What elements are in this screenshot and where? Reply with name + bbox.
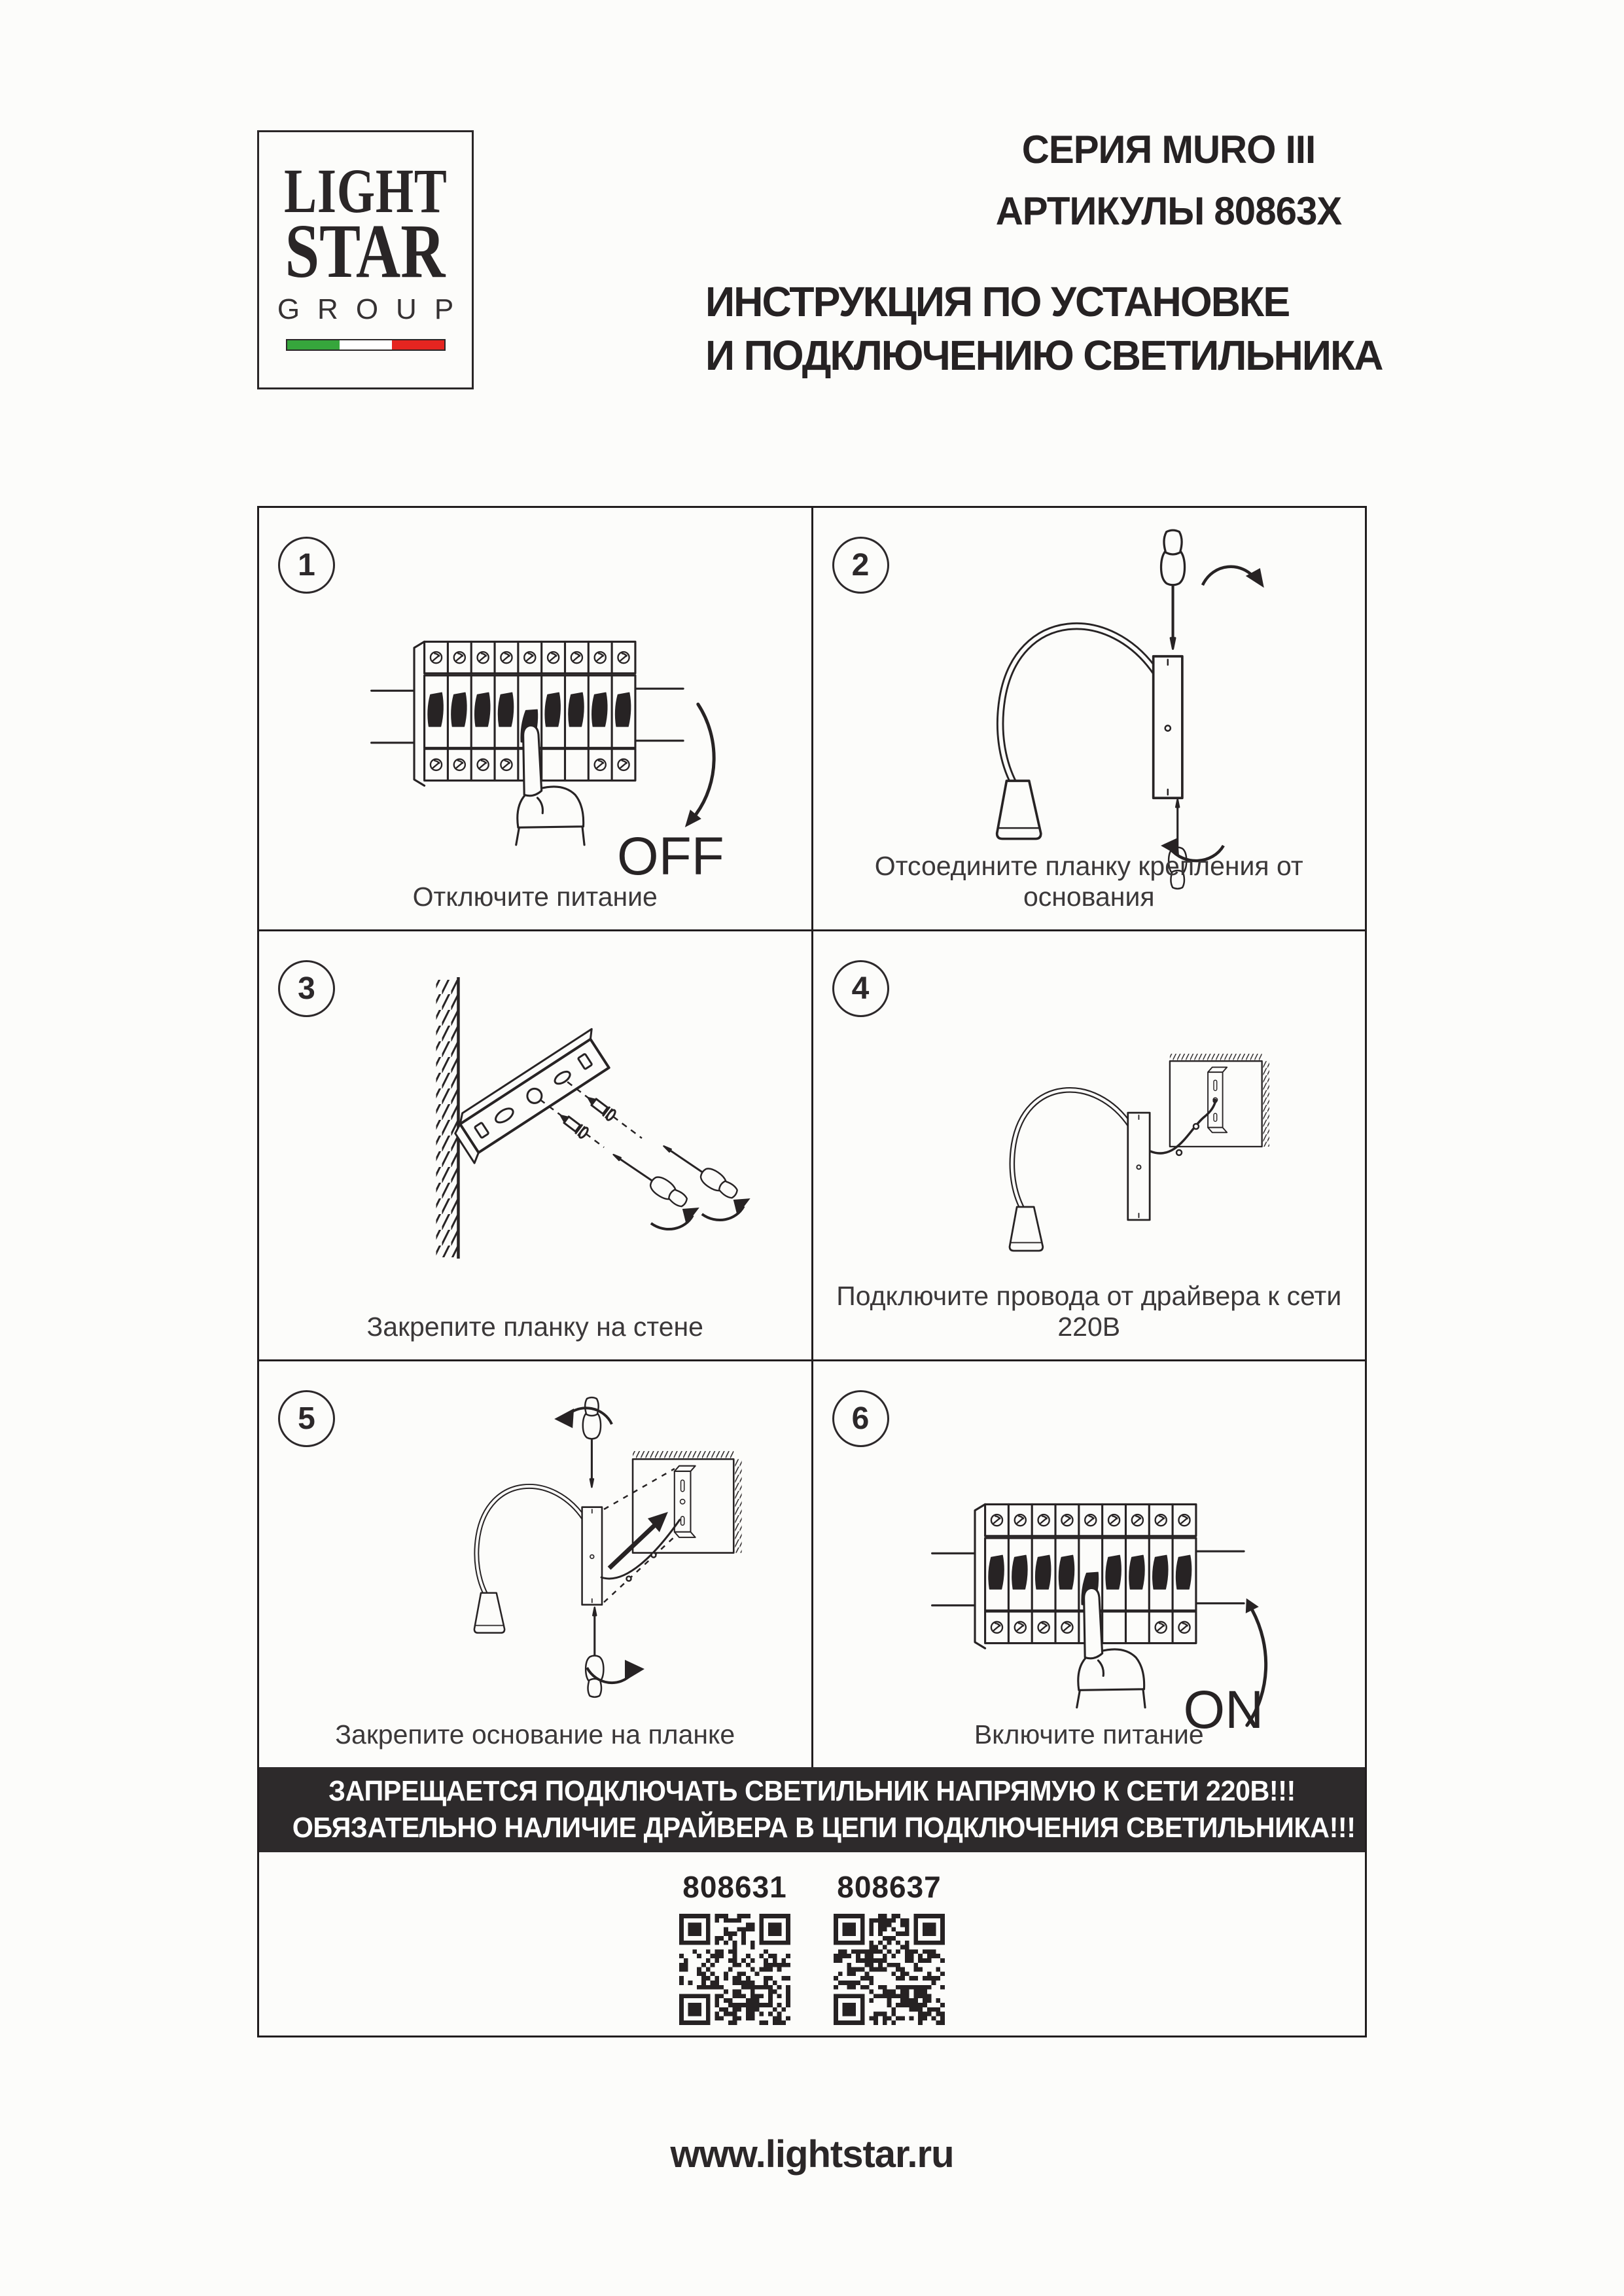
circuit-breaker-icon (372, 641, 684, 844)
step-5-number-badge: 5 (278, 1390, 335, 1447)
step-5-panel (259, 1361, 813, 1767)
steps-row-2 (259, 931, 1365, 1361)
step-2-number-badge: 2 (832, 537, 889, 594)
wall-box-with-bracket-icon (1169, 1054, 1269, 1147)
warning-banner (259, 1767, 1365, 1852)
mounting-bracket-icon (448, 1029, 618, 1163)
arrow-down-icon (685, 704, 714, 827)
step-6-number-badge: 6 (832, 1390, 889, 1447)
screwdriver-icon (659, 1139, 750, 1220)
qr-column (679, 1869, 790, 2036)
qr-code-icon (834, 1914, 945, 2025)
step-1-illustration (259, 508, 811, 929)
screwdriver-icon (554, 1397, 612, 1487)
step-3-panel (259, 931, 813, 1359)
logo-group-text: GROUP (277, 293, 472, 325)
series-articles: АРТИКУЛЫ 80863X (995, 189, 1342, 233)
lightstar-logo (257, 130, 474, 389)
warning-line2: ОБЯЗАТЕЛЬНО НАЛИЧИЕ ДРАЙВЕРА В ЦЕПИ ПОДКЛЮЧЕНИЯ СВЕТИЛЬНИКА!!! (292, 1812, 1356, 1844)
qr-code-icon (679, 1914, 790, 2025)
step-1-panel (259, 508, 813, 929)
series-title (911, 119, 1426, 242)
steps-row-3 (259, 1361, 1365, 1767)
step-2-panel (813, 508, 1366, 929)
circuit-breaker-icon (932, 1504, 1244, 1707)
series-name: СЕРИЯ MURO III (1021, 128, 1316, 171)
wall-box-with-bracket-icon (633, 1451, 742, 1553)
qr-column (834, 1869, 945, 2036)
rotate-arrow-icon (1202, 567, 1263, 588)
step-6-panel (813, 1361, 1366, 1767)
step-4-panel (813, 931, 1366, 1359)
warning-line1: ЗАПРЕЩАЕТСЯ ПОДКЛЮЧАТЬ СВЕТИЛЬНИК НАПРЯМУЮ К СЕТИ 220В!!! (328, 1775, 1296, 1807)
article-number-label: 808637 (837, 1870, 942, 1904)
steps-row-1 (259, 508, 1365, 931)
screwdriver-icon (586, 1607, 644, 1697)
flag-white-segment (340, 340, 392, 350)
qr-section (259, 1852, 1365, 2036)
step-6-illustration (813, 1361, 1366, 1767)
page-title (705, 275, 1411, 382)
logo-star-text: STAR (285, 208, 446, 294)
step-6-caption: Включите питание (974, 1719, 1204, 1749)
step-5-caption: Закрепите основание на планке (335, 1719, 735, 1749)
flag-red-segment (392, 340, 444, 350)
wall-lamp-icon (1010, 1090, 1150, 1251)
step-4-caption: Подключите провода от драйвера к сети 220В (836, 1281, 1342, 1342)
logo-light-text: LIGHT (283, 156, 448, 226)
page-title-line2: И ПОДКЛЮЧЕНИЮ СВЕТИЛЬНИКА (705, 332, 1383, 379)
screwdriver-icon (1161, 530, 1184, 649)
article-number-label: 808631 (682, 1870, 787, 1904)
step-1-number-badge: 1 (278, 537, 335, 594)
page-title-line1: ИНСТРУКЦИЯ ПО УСТАНОВКЕ (705, 278, 1290, 325)
screwdriver-icon (609, 1147, 699, 1229)
italian-flag-icon (286, 339, 446, 351)
on-label: ON (1183, 1679, 1263, 1740)
website-url: www.lightstar.ru (670, 2133, 954, 2176)
step-2-caption: Отсоедините планку крепления от основания (874, 851, 1303, 912)
wall-lamp-icon (474, 1486, 602, 1633)
off-label: OFF (617, 826, 724, 887)
step-1-caption: Отключите питание (412, 882, 658, 912)
wall-lamp-icon (997, 626, 1182, 839)
flag-green-segment (287, 340, 340, 350)
step-3-caption: Закрепите планку на стене (366, 1312, 703, 1342)
step-3-illustration (259, 931, 811, 1359)
step-5-illustration (259, 1361, 811, 1767)
wall-icon (436, 977, 459, 1259)
steps-grid (257, 506, 1367, 2037)
step-4-number-badge: 4 (832, 960, 889, 1017)
step-3-number-badge: 3 (278, 960, 335, 1017)
